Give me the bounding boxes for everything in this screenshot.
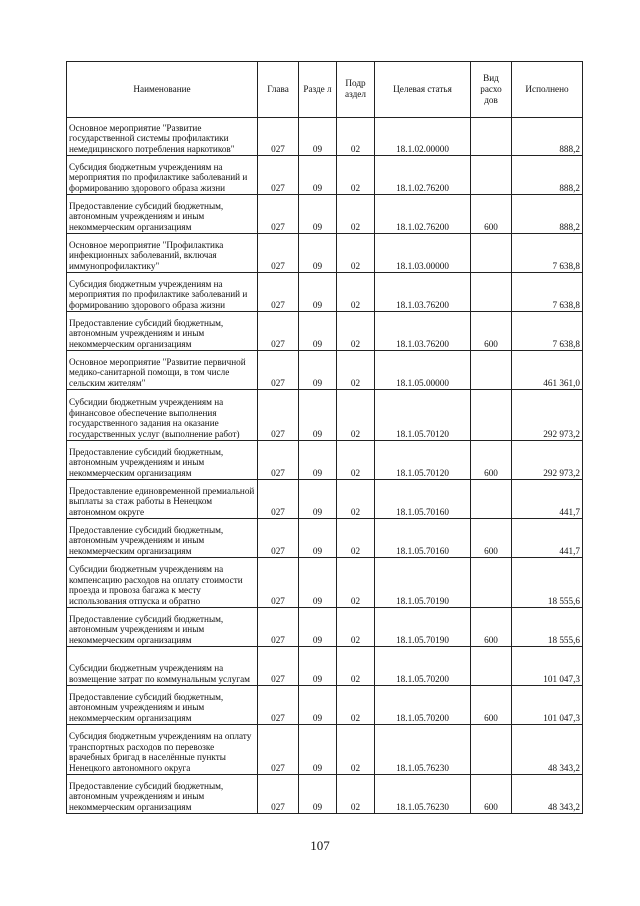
row-podrazdel: 02 (337, 273, 375, 312)
row-glava: 027 (258, 608, 299, 647)
row-target: 18.1.05.70120 (375, 441, 471, 480)
row-target: 18.1.02.76200 (375, 156, 471, 195)
row-executed: 7 638,8 (512, 273, 583, 312)
row-executed: 18 555,6 (512, 558, 583, 608)
row-podrazdel: 02 (337, 234, 375, 273)
row-podrazdel: 02 (337, 519, 375, 558)
table-row (67, 234, 583, 273)
row-executed: 441,7 (512, 480, 583, 519)
row-target: 18.1.05.76230 (375, 725, 471, 775)
row-vid (471, 273, 512, 312)
row-name: Предоставление субсидий бюджетным, автономным учреждениям и иным некоммерческим организациям (67, 195, 258, 234)
row-podrazdel: 02 (337, 686, 375, 725)
row-glava: 027 (258, 156, 299, 195)
row-executed: 888,2 (512, 118, 583, 156)
header-executed: Исполнено (512, 62, 583, 118)
table-row (67, 686, 583, 725)
row-glava: 027 (258, 480, 299, 519)
row-name: Предоставление субсидий бюджетным, автономным учреждениям и иным некоммерческим организациям (67, 608, 258, 647)
row-name: Предоставление единовременной премиальной выплаты за стаж работы в Ненецком автономном округе (67, 480, 258, 519)
table-header-row (67, 62, 583, 118)
row-glava: 027 (258, 118, 299, 156)
row-name: Предоставление субсидий бюджетным, автономным учреждениям и иным некоммерческим организациям (67, 312, 258, 351)
row-razdel: 09 (299, 273, 337, 312)
header-target: Целевая статья (375, 62, 471, 118)
row-executed: 292 973,2 (512, 390, 583, 441)
table-row (67, 156, 583, 195)
row-glava: 027 (258, 273, 299, 312)
row-name: Субсидии бюджетным учреждениям на возмещение затрат по коммунальным услугам (67, 647, 258, 686)
row-razdel: 09 (299, 647, 337, 686)
row-razdel: 09 (299, 725, 337, 775)
row-name: Основное мероприятие "Профилактика инфекционных заболеваний, включая иммунопрофилактику" (67, 234, 258, 273)
row-razdel: 09 (299, 558, 337, 608)
row-razdel: 09 (299, 519, 337, 558)
row-vid (471, 558, 512, 608)
row-target: 18.1.05.70200 (375, 647, 471, 686)
row-razdel: 09 (299, 156, 337, 195)
row-target: 18.1.05.76230 (375, 775, 471, 814)
table-row (67, 519, 583, 558)
row-executed: 461 361,0 (512, 351, 583, 390)
row-vid (471, 234, 512, 273)
table-body (67, 118, 583, 814)
table-row (67, 558, 583, 608)
row-executed: 888,2 (512, 156, 583, 195)
row-razdel: 09 (299, 195, 337, 234)
header-podrazdel: Подр аздел (337, 62, 375, 118)
row-podrazdel: 02 (337, 312, 375, 351)
row-glava: 027 (258, 351, 299, 390)
row-executed: 441,7 (512, 519, 583, 558)
row-name: Предоставление субсидий бюджетным, автономным учреждениям и иным некоммерческим организациям (67, 441, 258, 480)
table-row (67, 195, 583, 234)
row-target: 18.1.05.70120 (375, 390, 471, 441)
row-vid (471, 647, 512, 686)
row-target: 18.1.05.70160 (375, 480, 471, 519)
table-row (67, 441, 583, 480)
row-vid (471, 725, 512, 775)
row-podrazdel: 02 (337, 775, 375, 814)
row-executed: 292 973,2 (512, 441, 583, 480)
row-vid: 600 (471, 608, 512, 647)
table-row (67, 390, 583, 441)
row-vid: 600 (471, 775, 512, 814)
row-glava: 027 (258, 195, 299, 234)
row-executed: 101 047,3 (512, 647, 583, 686)
row-vid (471, 480, 512, 519)
row-razdel: 09 (299, 441, 337, 480)
row-executed: 101 047,3 (512, 686, 583, 725)
row-razdel: 09 (299, 608, 337, 647)
row-target: 18.1.05.70190 (375, 608, 471, 647)
row-executed: 888,2 (512, 195, 583, 234)
row-podrazdel: 02 (337, 441, 375, 480)
row-target: 18.1.05.70200 (375, 686, 471, 725)
row-target: 18.1.05.00000 (375, 351, 471, 390)
table-row (67, 775, 583, 814)
row-target: 18.1.02.76200 (375, 195, 471, 234)
row-executed: 7 638,8 (512, 234, 583, 273)
page-number: 107 (310, 838, 330, 853)
row-executed: 48 343,2 (512, 725, 583, 775)
row-razdel: 09 (299, 390, 337, 441)
row-name: Предоставление субсидий бюджетным, автономным учреждениям и иным некоммерческим организациям (67, 686, 258, 725)
row-target: 18.1.03.76200 (375, 273, 471, 312)
row-razdel: 09 (299, 312, 337, 351)
row-name: Предоставление субсидий бюджетным, автономным учреждениям и иным некоммерческим организациям (67, 519, 258, 558)
row-vid (471, 156, 512, 195)
header-vid: Вид расхо дов (471, 62, 512, 118)
table-row (67, 351, 583, 390)
row-razdel: 09 (299, 234, 337, 273)
row-name: Субсидия бюджетным учреждениям на оплату транспортных расходов по перевозке врачебных бригад в населённые пункты Ненецкого автономного округа (67, 725, 258, 775)
row-target: 18.1.02.00000 (375, 118, 471, 156)
row-podrazdel: 02 (337, 156, 375, 195)
row-executed: 18 555,6 (512, 608, 583, 647)
row-glava: 027 (258, 441, 299, 480)
row-razdel: 09 (299, 775, 337, 814)
row-podrazdel: 02 (337, 118, 375, 156)
row-vid: 600 (471, 519, 512, 558)
row-vid (471, 351, 512, 390)
row-vid (471, 118, 512, 156)
row-vid: 600 (471, 312, 512, 351)
table-row (67, 608, 583, 647)
row-name: Субсидии бюджетным учреждениям на компенсацию расходов на оплату стоимости проезда и провоза багажа к месту использования отпуска и обратно (67, 558, 258, 608)
row-glava: 027 (258, 647, 299, 686)
row-executed: 7 638,8 (512, 312, 583, 351)
row-executed: 48 343,2 (512, 775, 583, 814)
row-name: Основное мероприятие "Развитие первичной медико-санитарной помощи, в том числе сельским жителям" (67, 351, 258, 390)
row-razdel: 09 (299, 351, 337, 390)
row-glava: 027 (258, 686, 299, 725)
row-razdel: 09 (299, 686, 337, 725)
row-glava: 027 (258, 519, 299, 558)
row-razdel: 09 (299, 118, 337, 156)
row-glava: 027 (258, 725, 299, 775)
row-name: Субсидия бюджетным учреждениям на мероприятия по профилактике заболеваний и формированию здорового образа жизни (67, 156, 258, 195)
row-glava: 027 (258, 312, 299, 351)
row-vid (471, 390, 512, 441)
row-vid: 600 (471, 686, 512, 725)
row-target: 18.1.05.70190 (375, 558, 471, 608)
table-row (67, 725, 583, 775)
row-glava: 027 (258, 390, 299, 441)
row-vid: 600 (471, 441, 512, 480)
table-row (67, 118, 583, 156)
row-glava: 027 (258, 558, 299, 608)
row-vid: 600 (471, 195, 512, 234)
row-target: 18.1.03.76200 (375, 312, 471, 351)
row-name: Субсидия бюджетным учреждениям на мероприятия по профилактике заболеваний и формированию здорового образа жизни (67, 273, 258, 312)
row-podrazdel: 02 (337, 351, 375, 390)
header-glava: Глава (258, 62, 299, 118)
table-row (67, 647, 583, 686)
row-glava: 027 (258, 234, 299, 273)
row-razdel: 09 (299, 480, 337, 519)
table-row (67, 480, 583, 519)
row-glava: 027 (258, 775, 299, 814)
row-podrazdel: 02 (337, 558, 375, 608)
row-name: Субсидии бюджетным учреждениям на финансовое обеспечение выполнения государственного задания на оказание государственных услуг (выполнение работ) (67, 390, 258, 441)
budget-table (66, 61, 583, 814)
table-row (67, 273, 583, 312)
row-podrazdel: 02 (337, 480, 375, 519)
row-name: Предоставление субсидий бюджетным, автономным учреждениям и иным некоммерческим организациям (67, 775, 258, 814)
header-razdel: Разде л (299, 62, 337, 118)
row-target: 18.1.05.70160 (375, 519, 471, 558)
row-name: Основное мероприятие "Развитие государственной системы профилактики немедицинского потребления наркотиков" (67, 118, 258, 156)
row-podrazdel: 02 (337, 195, 375, 234)
table-row (67, 312, 583, 351)
row-podrazdel: 02 (337, 390, 375, 441)
header-name: Наименование (67, 62, 258, 118)
row-podrazdel: 02 (337, 725, 375, 775)
row-target: 18.1.03.00000 (375, 234, 471, 273)
row-podrazdel: 02 (337, 647, 375, 686)
row-podrazdel: 02 (337, 608, 375, 647)
